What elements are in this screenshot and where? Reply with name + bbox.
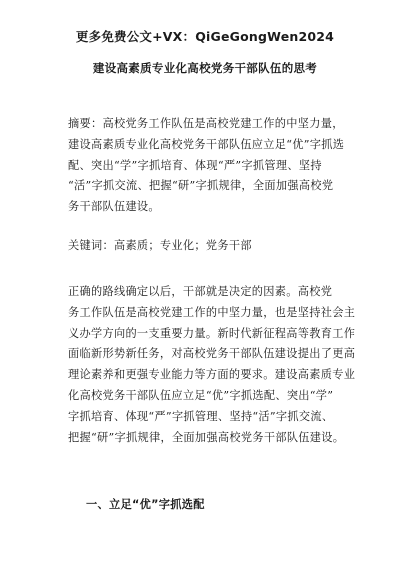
document-title: 建设高素质专业化高校党务干部队伍的思考 bbox=[92, 61, 318, 75]
text-line: 正确的路线确定以后，干部就是决定的因素。高校党 bbox=[68, 285, 333, 298]
text-line: 务工作队伍是高校党建工作的中坚力量，也是坚持社会主 bbox=[68, 305, 356, 319]
text-line: 关键词：高素质；专业化；党务干部 bbox=[68, 239, 252, 252]
text-line: 化高校党务干部队伍应立足“优”字抓选配、突出“学” bbox=[68, 388, 334, 402]
text-line: 义办学方向的一支重要力量。新时代新征程高等教育工作 bbox=[68, 326, 356, 340]
text-line: 务干部队伍建设。 bbox=[68, 200, 160, 214]
promo-header: 更多免费公文+VX：QiGeGongWen2024 bbox=[75, 29, 335, 44]
text-line: 字抓培育、体现“严”字抓管理、坚持“活”字抓交流、 bbox=[68, 409, 334, 423]
text-line: 摘要：高校党务工作队伍是高校党建工作的中坚力量， bbox=[68, 117, 344, 130]
text-line: 配、突出“学”字抓培育、体现“严”字抓管理、坚持 bbox=[68, 158, 322, 172]
text-line: 面临新形势新任务，对高校党务干部队伍建设提出了更高 bbox=[68, 347, 356, 361]
section-heading: 一、立足“优”字抓选配 bbox=[86, 498, 205, 511]
abstract-paragraph bbox=[68, 114, 356, 218]
text-line: 理论素养和更强专业能力等方面的要求。建设高素质专业 bbox=[68, 368, 356, 382]
text-line: 把握“研”字抓规律，全面加强高校党务干部队伍建设。 bbox=[68, 430, 345, 444]
text-line: 建设高素质专业化高校党务干部队伍应立足“优”字抓选 bbox=[68, 137, 345, 151]
keywords-paragraph bbox=[68, 236, 356, 257]
text-line: “活”字抓交流、把握“研”字抓规律，全面加强高校党 bbox=[68, 179, 334, 193]
intro-paragraph bbox=[68, 282, 356, 448]
